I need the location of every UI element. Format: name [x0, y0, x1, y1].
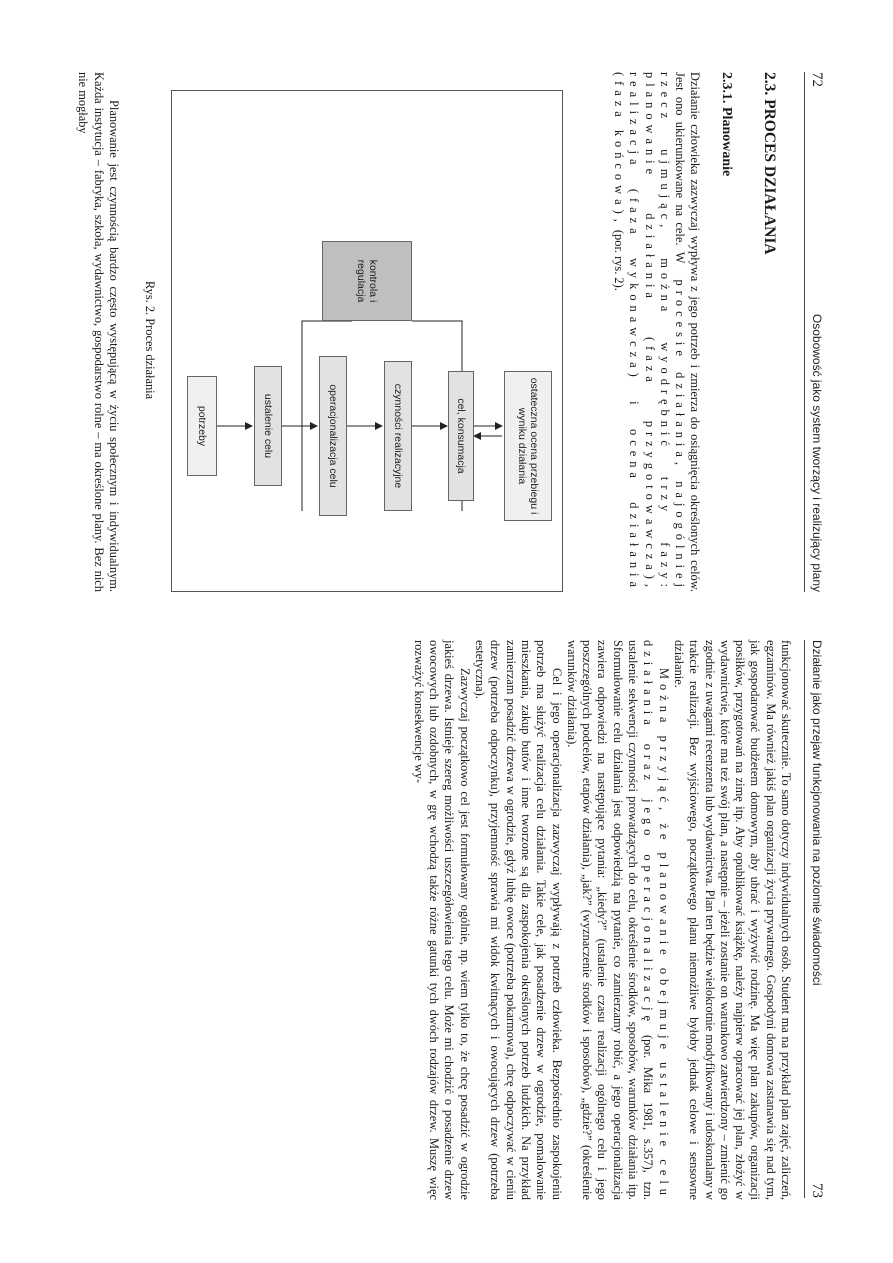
- node-potrzeby: [187, 376, 217, 476]
- node-ustalenie-celu: [254, 366, 282, 486]
- node-cel-label: cel, konsumacja: [455, 398, 467, 474]
- section-title: 2.3. PROCES DZIAŁANIA: [761, 72, 778, 255]
- figure-caption: Rys. 2. Proces działania: [143, 280, 157, 400]
- node-operacjonalizacja-celu: [319, 356, 347, 516]
- process-diagram: [171, 90, 563, 592]
- node-ostateczna-ocena: [504, 371, 552, 521]
- left-bottom-text: [75, 72, 121, 592]
- page-number-left: 72: [809, 72, 825, 87]
- paragraph: [564, 640, 671, 1200]
- running-head-title-left: Osobowość jako system tworzący i realizujący plany: [810, 313, 824, 592]
- page-number-right: 73: [809, 1183, 825, 1198]
- para2-spaced: Można przyjąć, że planowanie obejmuje ustalenie celu działania oraz jego operacjonalizację: [641, 640, 671, 1200]
- para1-b: W procesie działania, najogólniej rzecz ujmując, można wyodrębnić trzy fazy: planowanie działania (faza przygotowawcza), realizacja (faza wykonawcza) i ocena działania (faza końcowa),: [611, 72, 688, 592]
- left-top-text: [611, 72, 777, 592]
- para1-a: Działanie człowieka zazwyczaj wypływa z jego potrzeb i zmierza do osiągnięcia określonych celów. Jest ono ukierunkowane na cele.: [673, 72, 703, 592]
- para2-rest: (por. Mika 1981, s.357), tzn. ustalenie sekwencji czynności prowadzących do celu, określenie środków, sposobów, warunków działania itp. Sformułowanie celu działania jest odpowiedzią na pytanie, co zamierzamy robić, a jego operacjonalizacja zawiera odpowiedzi na następujące pytania: „kiedy?” (ustalenie czasu realizacji ogólnego celu i jego poszczególnych podcelów, etapów działania), „jak?” (wyznaczenie środków i sposobów), „gdzie?” (określenie warunków działania).: [564, 640, 656, 1200]
- running-head-left: [804, 72, 825, 592]
- right-page: [0, 632, 893, 1263]
- running-head-right: [804, 640, 825, 1198]
- subsection-title: 2.3.1. Planowanie: [718, 72, 734, 177]
- paragraph: Zazwyczaj początkowo cel jest formułowany ogólnie, np. wiem tylko to, że chcę posadzić w ogrodzie jakieś drzewa. Istnieje szereg możliwości uszczegółowienia tego celu. Może mi chodzić o posadzenie drzew owocowych lub ozdobnych, w grę wchodzą także różne gatunki tych dwóch rodzajów drzew. Muszę więc rozważyć konsekwencje wy-: [411, 640, 472, 1200]
- node-czynnosci-realizacyjne: [384, 361, 412, 511]
- node-operacjonalizacja-label: operacjonalizacja celu: [327, 384, 339, 488]
- node-ostateczna-label: ostateczna ocena przebiegu i wyniku działania: [516, 377, 540, 515]
- paragraph: Cel i jego operacjonalizacja zazwyczaj wypływają z potrzeb człowieka. Bezpośrednio zaspokojeniu potrzeb ma służyć realizacja celu działania. Takie cele, jak posadzenie drzew w ogrodzie, pomalowanie mieszkania, zakup butów i inne tworzone są dla zaspokojenia określonych potrzeb ludzkich. Na przykład zamierzam posadzić drzewa w ogrodzie, gdyż lubię owoce (potrzeba pokarmowa), chcę odpoczywać w cieniu drzew (potrzeba odpoczynku), przyjemność sprawia mi widok kwitnących i owocujących drzew (potrzeba estetyczna).: [473, 640, 564, 1200]
- paragraph: Planowanie jest czynnością bardzo często występującą w życiu społecznym i indywidualnym. Każda instytucja – fabryka, szkoła, wydawnictwo, gospodarstwo rolne – ma określone plany. Bez nich nie mogłaby: [76, 72, 121, 592]
- node-czynnosci-label: czynności realizacyjne: [392, 383, 404, 489]
- paragraph: [611, 72, 703, 592]
- paragraph: funkcjonować skutecznie. To samo dotyczy indywidualnych osób. Student ma na przykład plan zajęć, zaliczeń, egzaminów. Ma również jakiś plan organizacji życia prywatnego. Gospodyni domowa zastanawia się nad tym, jak gospodarować budżetem domowym, aby ubrać i wyżywić rodzinę. Ma więc plan zakupów, organizacji posiłków, przygotowań na zimę itp. Aby opublikować książkę, należy najpierw opracować jej plan, złożyć w wydawnictwie, które ma też swój plan, a następnie – jeżeli zostanie on warunkowo zatwierdzony – zmienić go zgodnie z uwagami recenzenta lub wydawnictwa. Plan ten będzie wielokrotnie modyfikowany i udoskonalany w trakcie realizacji. Bez wyjściowego, początkowego planu niemożliwe byłoby jednak celowe i sensowne działanie.: [671, 640, 793, 1200]
- left-page: [0, 0, 893, 631]
- node-ustalenie-label: ustalenie celu: [262, 393, 274, 459]
- node-cel-konsumacja: [448, 371, 474, 501]
- node-potrzeby-label: potrzeby: [196, 405, 208, 447]
- running-head-title-right: Działanie jako przejaw funkcjonowania na poziomie świadomości: [810, 640, 824, 986]
- node-kontrola-label: kontrola i regulacja: [355, 259, 379, 303]
- node-kontrola-regulacja: [322, 241, 412, 321]
- para1-c: (por. rys. 2).: [611, 229, 626, 291]
- right-top-text: [411, 640, 793, 1200]
